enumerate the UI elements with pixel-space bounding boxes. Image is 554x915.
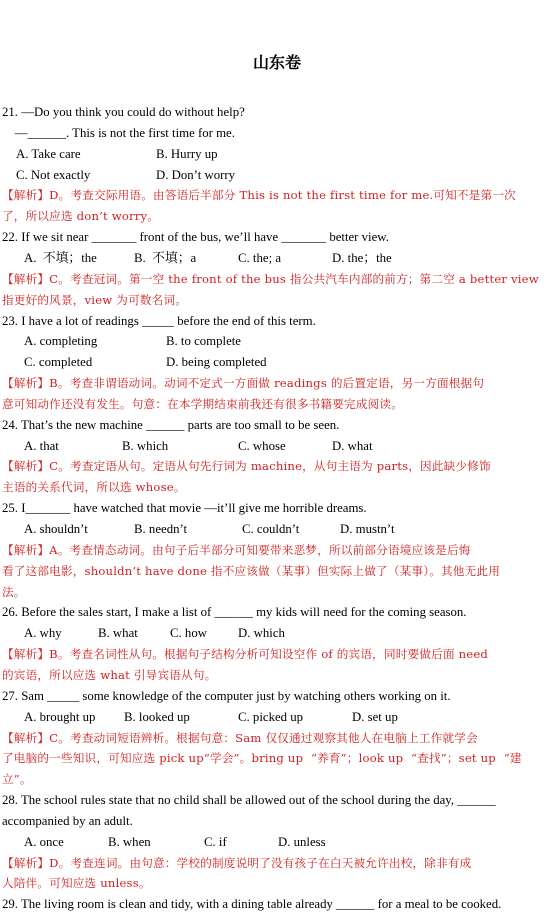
answer-option: B. when: [108, 834, 151, 849]
page-title: 山东卷: [252, 53, 301, 72]
answer-option: A. completing: [24, 334, 98, 349]
answer-option: D. mustn’t: [340, 522, 395, 536]
answer-explanation-line: 【解析】D。考查连词。由句意：学校的制度说明了没有孩子在白天被允许出校，除非有成: [2, 855, 472, 870]
answer-explanation-line: 意可知动作还没有发生。句意：在本学期结束前我还有很多书籍要完成阅读。: [2, 396, 403, 411]
answer-option: B. to complete: [166, 334, 241, 349]
answer-explanation-line: 【解析】D。考查交际用语。由答语后半部分 This is not the first time for me.可知不是第一次: [2, 188, 516, 203]
answer-option: D. being completed: [166, 355, 267, 370]
question-line: 26. Before the sales start, I make a list of ______ my kids will need for the coming season.: [2, 605, 467, 620]
answer-explanation-line: 了电脑的一些知识，可知应选 pick up“学会”。bring up “养育”；look up “查找”；set up “建: [2, 751, 522, 766]
question-line: 28. The school rules state that no child shall be allowed out of the school during the day, ______: [2, 793, 496, 808]
answer-option: C. picked up: [238, 709, 304, 724]
question-line: —______. This is not the first time for me.: [2, 125, 235, 140]
answer-explanation-line: 看了这部电影，shouldn’t have done 指不应该做（某事）但实际上做了（某事）。其他无此用: [2, 563, 500, 578]
question-line: 21. —Do you think you could do without help?: [2, 105, 245, 119]
answer-option: C. how: [170, 626, 207, 641]
answer-option: B. 不填；a: [134, 250, 197, 265]
answer-explanation-line: 【解析】B。考查非谓语动词。动词不定式一方面做 readings 的后置定语，另一方面根据句: [2, 376, 485, 391]
question-line: 25. I_______ have watched that movie —it’ll give me horrible dreams.: [2, 501, 367, 516]
answer-option: A. that: [24, 438, 59, 453]
answer-option: C. completed: [24, 355, 93, 370]
answer-explanation-line: 【解析】A。考查情态动词。由句子后半部分可知要带来恶梦，所以前部分语境应该是后悔: [2, 542, 471, 557]
answer-option: A. 不填；the: [24, 250, 97, 265]
answer-explanation-line: 了，所以应选 don’t worry。: [2, 209, 160, 224]
answer-option: B. needn’t: [134, 522, 188, 536]
answer-option: C. couldn’t: [242, 522, 300, 536]
question-line: 29. The living room is clean and tidy, with a dining table already ______ for a meal to be cooked.: [2, 897, 502, 912]
answer-option: D. unless: [278, 834, 326, 849]
answer-option: D. Don’t worry: [156, 167, 236, 182]
answer-option: C. if: [204, 834, 227, 849]
question-line: 23. I have a lot of readings _____ before the end of this term.: [2, 313, 316, 328]
answer-option: D. set up: [352, 709, 398, 724]
answer-option: A. Take care: [16, 146, 81, 161]
question-line: 27. Sam _____ some knowledge of the computer just by watching others working on it.: [2, 688, 451, 703]
answer-explanation-line: 【解析】C。考查定语从句。定语从句先行词为 machine，从句主语为 parts，因此缺少修饰: [2, 459, 491, 474]
answer-option: B. what: [98, 626, 138, 641]
answer-explanation-line: 【解析】B。考查名词性从句。根据句子结构分析可知设空作 of 的宾语，同时要做后面 need: [2, 647, 489, 662]
answer-option: A. shouldn’t: [24, 522, 88, 536]
answer-option: A. once: [24, 834, 64, 849]
answer-option: C. Not exactly: [16, 167, 91, 182]
answer-option: C. the; a: [238, 250, 282, 265]
answer-option: A. brought up: [24, 709, 96, 724]
answer-option: D. what: [332, 438, 373, 453]
question-line: accompanied by an adult.: [2, 813, 133, 828]
answer-explanation-line: 【解析】C。考查动词短语辨析。根据句意：Sam 仅仅通过观察其他人在电脑上工作就学会: [2, 730, 478, 745]
answer-option: B. looked up: [124, 709, 190, 724]
answer-explanation-line: 立”。: [2, 772, 32, 787]
answer-option: D. the；the: [332, 250, 392, 265]
answer-explanation-line: 主语的关系代词，所以选 whose。: [2, 480, 186, 495]
answer-option: B. Hurry up: [156, 146, 218, 161]
answer-option: C. whose: [238, 438, 286, 453]
answer-explanation-line: 指更好的风景，view 为可数名词。: [2, 292, 188, 307]
answer-option: A. why: [24, 626, 62, 641]
answer-explanation-line: 【解析】C。考查冠词。第一空 the front of the bus 指公共汽车内部的前方；第二空 a better view: [2, 271, 539, 286]
answer-explanation-line: 法。: [2, 584, 26, 599]
question-line: 24. That’s the new machine ______ parts are too small to be seen.: [2, 417, 340, 432]
answer-option: D. which: [238, 626, 285, 641]
answer-explanation-line: 的宾语，所以应选 what 引导宾语从句。: [2, 667, 217, 682]
answer-option: B. which: [122, 438, 169, 453]
answer-explanation-line: 人陪伴。可知应选 unless。: [2, 876, 151, 891]
question-line: 22. If we sit near _______ front of the bus, we’ll have _______ better view.: [2, 230, 389, 245]
